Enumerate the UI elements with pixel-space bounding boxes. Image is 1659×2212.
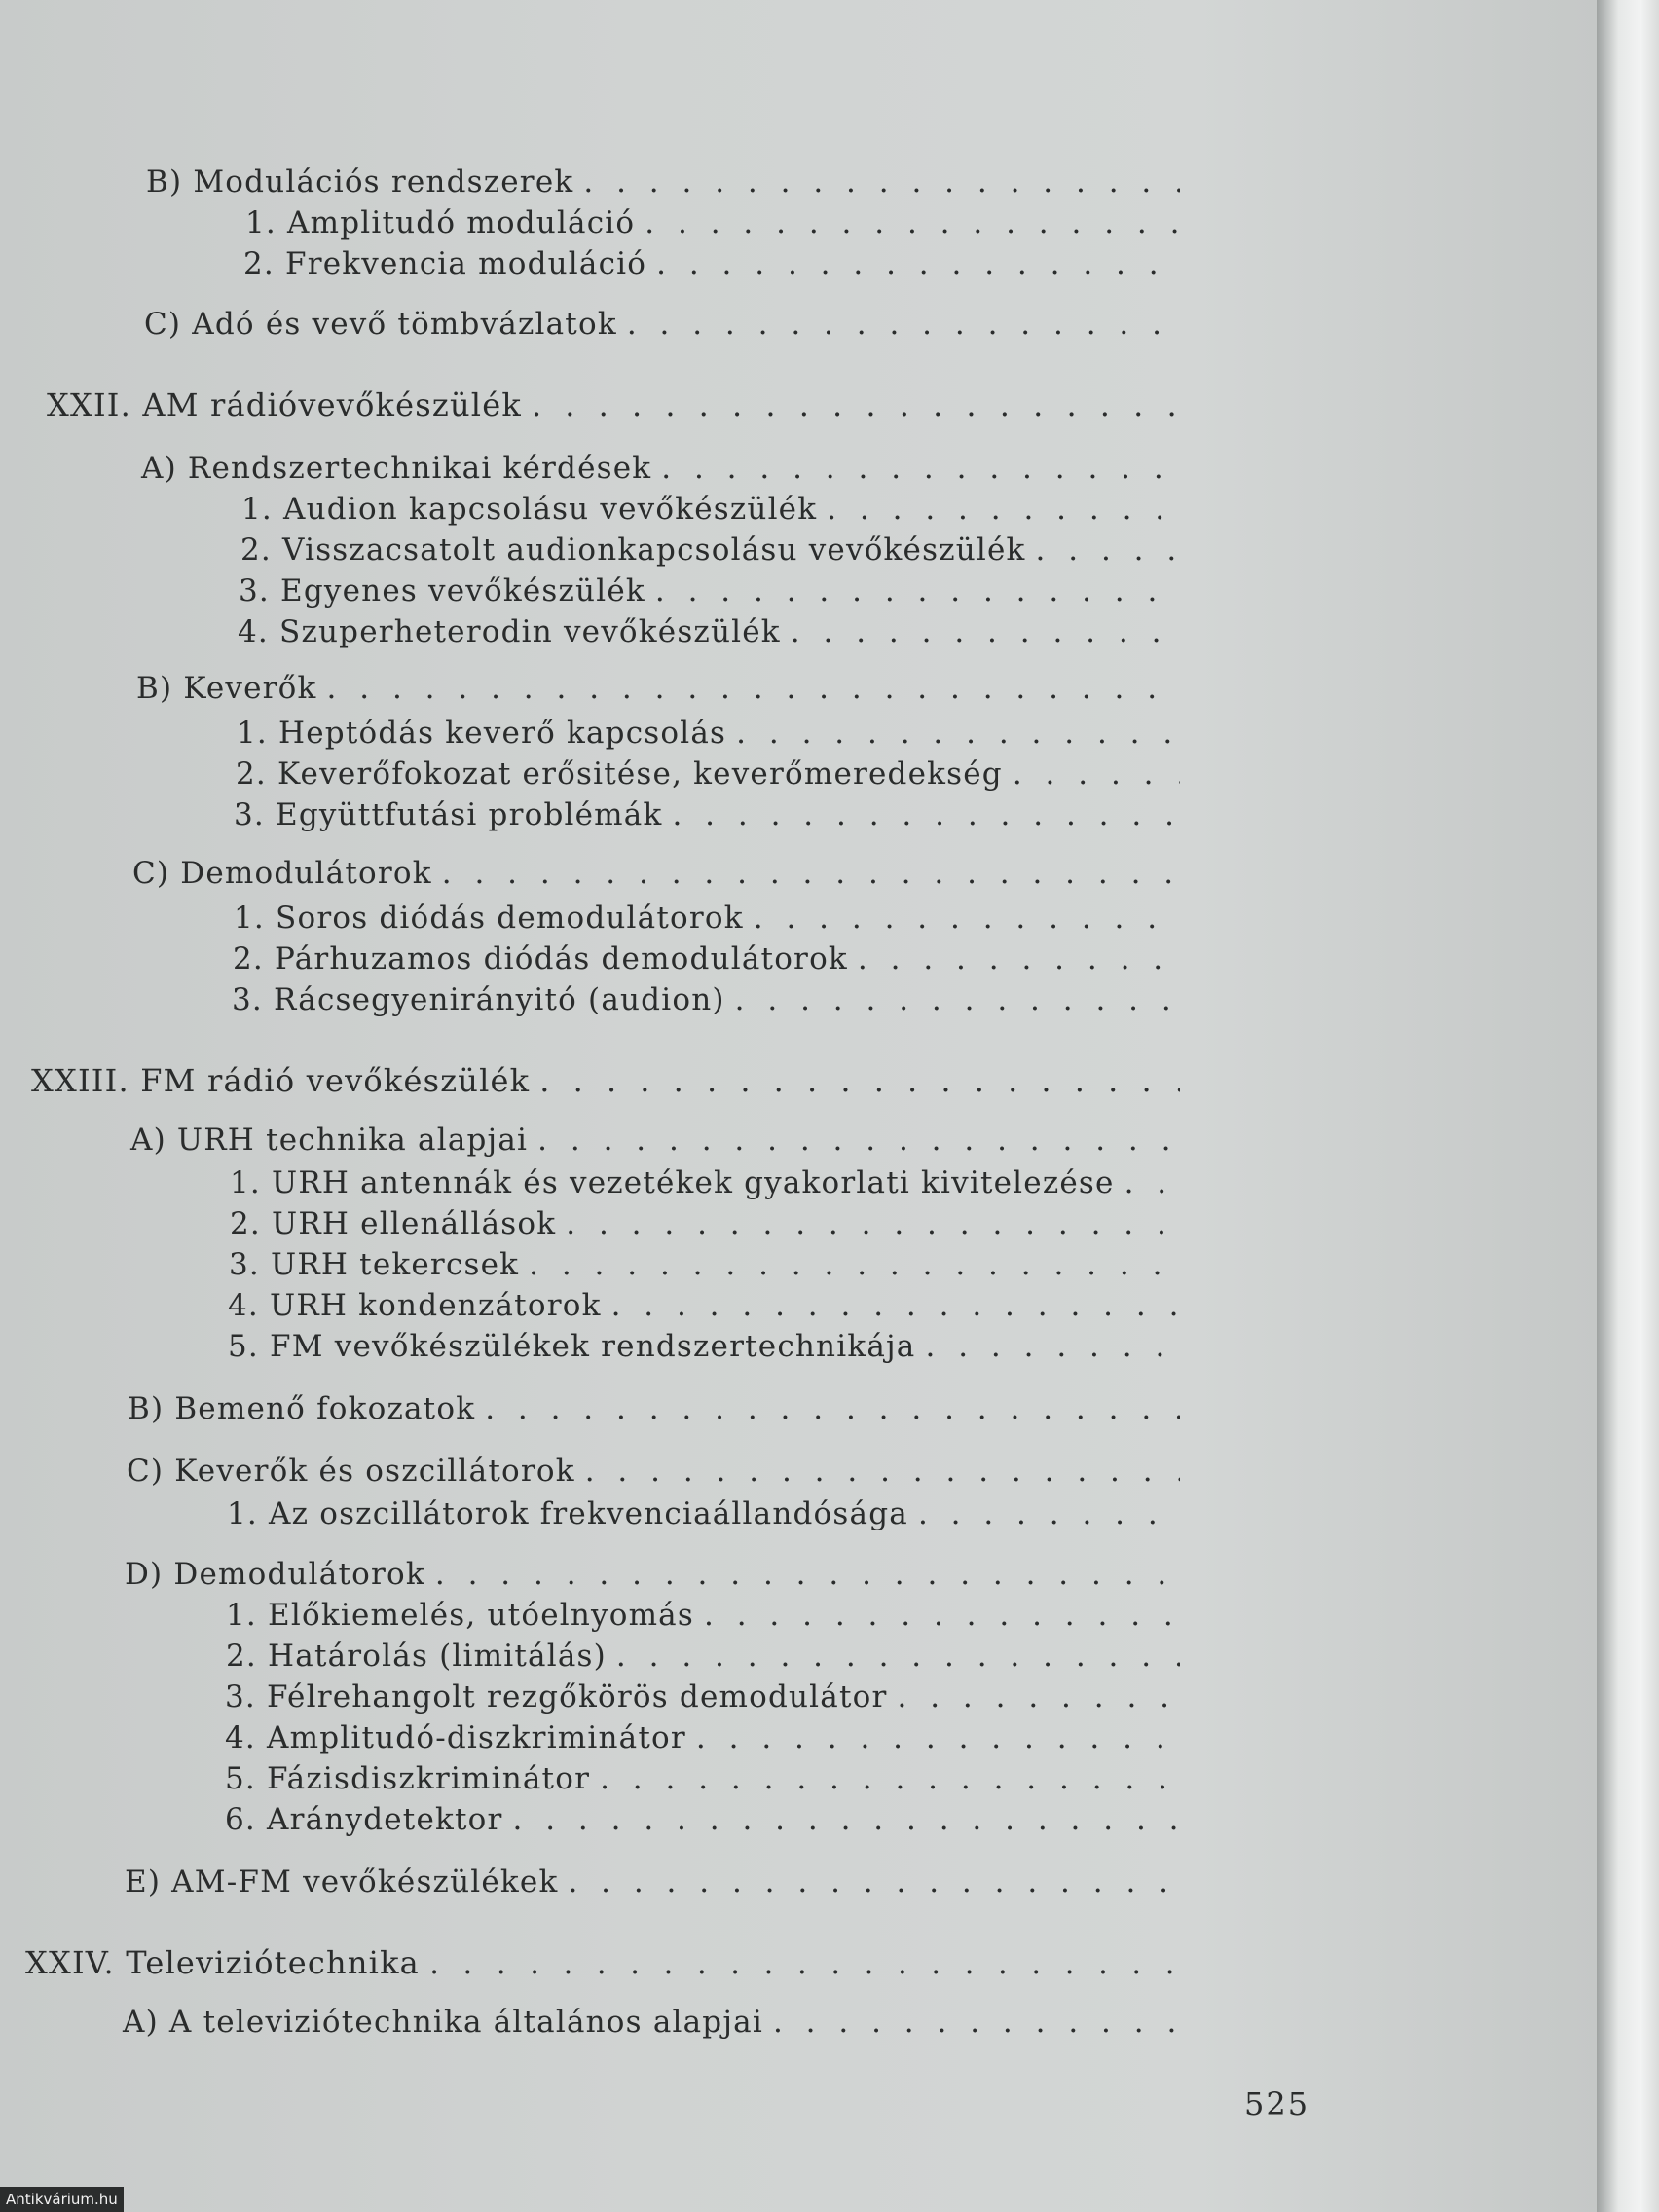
dot-leader	[858, 944, 1180, 975]
toc-entry-label: 4. Szuperheterodin vevőkészülék	[238, 614, 781, 649]
dot-leader	[696, 1723, 1180, 1753]
toc-entry-label: 2. Párhuzamos diódás demodulátorok	[233, 941, 848, 977]
toc-entry-label: 2. URH ellenállások	[230, 1206, 557, 1241]
toc-entry-label: B) Modulációs rendszerek	[146, 165, 574, 200]
dot-leader	[585, 1456, 1180, 1487]
toc-entry	[239, 573, 1180, 608]
toc-entry-label: B) Bemenő fokozatok	[128, 1391, 476, 1426]
toc-entry	[234, 903, 1180, 934]
toc-chapter	[47, 387, 1180, 424]
toc-entry	[127, 1456, 1180, 1487]
toc-entry	[136, 671, 1180, 706]
toc-entry	[243, 246, 1180, 281]
dot-leader	[926, 1332, 1181, 1362]
toc-entry	[232, 982, 1180, 1017]
toc-entry	[230, 1206, 1180, 1241]
dot-leader	[627, 310, 1180, 340]
toc-entry-label: E) AM-FM vevőkészülékek	[125, 1864, 559, 1899]
dot-leader	[645, 208, 1180, 239]
toc-entry	[227, 1496, 1180, 1531]
toc-entry	[146, 167, 1180, 198]
toc-entry-label: 5. Fázisdiszkriminátor	[225, 1761, 591, 1796]
toc-entry	[228, 1329, 1180, 1364]
dot-leader	[616, 1641, 1180, 1672]
dot-leader	[435, 1560, 1180, 1590]
dot-leader	[532, 389, 1180, 421]
toc-entry-label: C) Adó és vevő tömbvázlatok	[144, 307, 617, 342]
toc-chapter	[31, 1062, 1180, 1099]
dot-leader	[656, 249, 1180, 279]
toc-entry-label: 5. FM vevőkészülékek rendszertechnikája	[228, 1329, 916, 1364]
toc-entry	[228, 1288, 1180, 1323]
toc-entry	[123, 2005, 1180, 2040]
dot-leader	[1013, 759, 1180, 790]
toc-entry	[225, 1720, 1180, 1755]
dot-leader	[655, 576, 1180, 607]
toc-chapter-label: XXIV. Televiziótechnika	[25, 1944, 420, 1981]
toc-entry	[237, 716, 1180, 751]
dot-leader	[327, 674, 1180, 704]
dot-leader	[735, 985, 1180, 1015]
dot-leader	[529, 1250, 1180, 1280]
toc-entry	[245, 205, 1180, 240]
toc-entry-label: 3. Egyenes vevőkészülék	[239, 573, 645, 608]
dot-leader	[568, 1867, 1180, 1898]
toc-entry-label: 6. Aránydetektor	[225, 1802, 503, 1837]
toc-entry-label: 1. Soros diódás demodulátorok	[234, 901, 744, 936]
toc-entry-label: 2. Frekvencia moduláció	[243, 246, 647, 281]
toc-entry-label: 4. URH kondenzátorok	[228, 1288, 602, 1323]
toc-entry-label: C) Keverők és oszcillátorok	[127, 1454, 575, 1489]
toc-entry	[238, 614, 1180, 649]
toc-entry	[233, 941, 1180, 977]
toc-entry	[234, 797, 1180, 832]
dot-leader	[791, 617, 1180, 647]
toc-entry	[144, 307, 1180, 342]
toc-entry	[132, 856, 1180, 891]
dot-leader	[429, 1947, 1180, 1978]
toc-entry	[241, 492, 1180, 527]
toc-entry-label: B) Keverők	[136, 671, 317, 706]
toc-entry	[240, 535, 1180, 566]
toc-chapter-label: XXIII. FM rádió vevőkészülék	[31, 1062, 531, 1099]
toc-entry	[125, 1864, 1180, 1899]
dot-leader	[442, 859, 1180, 889]
toc-entry	[230, 1165, 1180, 1200]
toc-entry-label: 1. Előkiemelés, utóelnyomás	[226, 1598, 694, 1633]
toc-entry-label: 1. Heptódás keverő kapcsolás	[237, 716, 727, 751]
toc-entry	[226, 1598, 1180, 1633]
toc-entry-label: 1. Amplitudó moduláció	[245, 205, 636, 240]
toc-chapter-label: XXII. AM rádióvevőkészülék	[47, 387, 522, 424]
toc-entry-label: 1. Audion kapcsolásu vevőkészülék	[241, 492, 818, 527]
toc-entry-label: 3. Rácsegyenirányitó (audion)	[232, 982, 725, 1017]
toc-entry	[225, 1761, 1180, 1796]
toc-entry-label: 3. Együttfutási problémák	[234, 797, 663, 832]
watermark: Antikvárium.hu	[0, 2187, 124, 2212]
toc-entry-label: D) Demodulátorok	[125, 1557, 425, 1592]
toc-entry	[229, 1247, 1180, 1282]
dot-leader	[583, 167, 1180, 198]
toc-entry-label: C) Demodulátorok	[132, 856, 432, 891]
toc-entry	[125, 1557, 1180, 1592]
toc-entry	[226, 1641, 1180, 1672]
dot-leader	[736, 719, 1180, 749]
dot-leader	[672, 800, 1180, 830]
dot-leader	[754, 903, 1180, 934]
toc-entry-label: A) Rendszertechnikai kérdések	[141, 451, 652, 486]
dot-leader	[537, 1125, 1180, 1156]
toc-entry	[128, 1391, 1180, 1426]
toc-entry-label: 3. Félrehangolt rezgőkörös demodulátor	[225, 1679, 888, 1714]
toc-entry-label: A) URH technika alapjai	[130, 1123, 529, 1158]
dot-leader	[827, 495, 1180, 525]
dot-leader	[661, 454, 1180, 484]
dot-leader	[539, 1065, 1180, 1096]
toc-entry-label: 2. Visszacsatolt audionkapcsolásu vevőkészülék	[240, 533, 1026, 568]
dot-leader	[566, 1209, 1180, 1239]
book-spine	[1597, 0, 1659, 2212]
dot-leader	[773, 2008, 1180, 2038]
toc-entry-label: 3. URH tekercsek	[229, 1247, 520, 1282]
toc-entry	[141, 451, 1180, 486]
toc-chapter	[25, 1944, 1180, 1981]
dot-leader	[1036, 535, 1180, 566]
page-number: 525	[1244, 2085, 1310, 2122]
toc-entry	[225, 1679, 1180, 1714]
toc-entry-label: 1. URH antennák és vezetékek gyakorlati kivitelezése	[230, 1165, 1115, 1200]
toc-entry	[130, 1125, 1180, 1156]
toc-entry-label: 2. Keverőfokozat erősitése, keverőmeredekség	[236, 756, 1003, 792]
toc-entry-label: A) A televiziótechnika általános alapjai	[123, 2005, 763, 2040]
dot-leader	[918, 1499, 1180, 1530]
dot-leader	[513, 1805, 1180, 1835]
toc-entry	[225, 1802, 1180, 1837]
toc-entry-label: 4. Amplitudó-diszkriminátor	[225, 1720, 686, 1755]
toc-entry	[236, 756, 1180, 792]
dot-leader	[1124, 1168, 1180, 1198]
dot-leader	[898, 1682, 1180, 1713]
toc-entry-label: 1. Az oszcillátorok frekvenciaállandósága	[227, 1496, 908, 1531]
dot-leader	[600, 1764, 1180, 1794]
dot-leader	[704, 1601, 1180, 1631]
toc-entry-label: 2. Határolás (limitálás)	[226, 1639, 607, 1674]
dot-leader	[611, 1291, 1180, 1321]
dot-leader	[485, 1394, 1180, 1424]
